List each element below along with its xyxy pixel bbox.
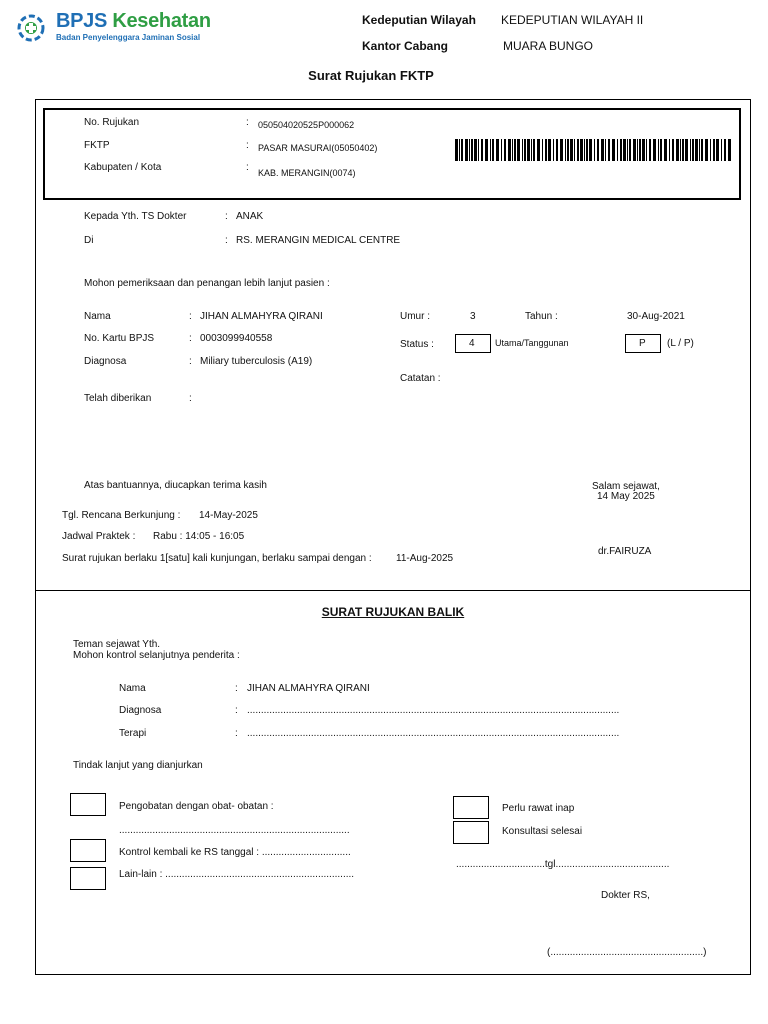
fktp-value: PASAR MASURAI(05050402) [258,143,378,153]
diagnosis-value: Miliary tuberculosis (A19) [200,356,313,367]
section-divider [35,590,751,591]
colon: : [189,333,192,344]
district-value: KAB. MERANGIN(0074) [258,168,356,178]
visit-label: Tgl. Rencana Berkunjung : [62,510,181,521]
card-no-value: 0003099940558 [200,333,273,344]
therapy-label: Terapi [119,728,147,739]
patient-name-value: JIHAN ALMAHYRA QIRANI [200,311,323,322]
validity-label: Surat rujukan berlaku 1[satu] kali kunjungan, berlaku sampai dengan : [62,553,372,564]
schedule-label: Jadwal Praktek : [62,531,136,542]
inpatient-checkbox[interactable] [453,796,489,819]
visit-value: 14-May-2025 [199,510,258,521]
consult-done-label: Konsultasi selesai [502,826,583,837]
referral-no-value: 050504020525P000062 [258,120,355,130]
year-label: Tahun : [525,311,558,322]
control-checkbox[interactable] [70,839,106,862]
back-request: Mohon kontrol selanjutnya penderita : [73,650,240,661]
status-value: 4 [469,338,475,349]
hospital-doctor-label: Dokter RS, [601,890,650,901]
status-desc: Utama/Tanggunan [495,338,569,348]
colon: : [246,140,249,151]
colon: : [225,235,228,246]
document-title: Surat Rujukan FKTP [308,68,434,83]
deputy-value: KEDEPUTIAN WILAYAH II [501,13,644,27]
other-checkbox[interactable] [70,867,106,890]
greeting: Salam sejawat, [592,481,660,492]
letter-date: 14 May 2025 [597,491,655,502]
birth-date: 30-Aug-2021 [627,311,685,322]
notes-label: Catatan : [400,373,441,384]
patient-name-label: Nama [84,311,111,322]
date-line: ................................tgl......................................... [456,859,670,870]
age-value: 3 [470,311,476,322]
medication-label: Pengobatan dengan obat- obatan : [119,801,274,812]
colon: : [189,356,192,367]
colon: : [235,728,238,739]
colon: : [189,393,192,404]
consult-done-checkbox[interactable] [453,821,489,844]
other-label: Lain-lain : .................................................................... [119,869,355,880]
brand-tagline: Badan Penyelenggara Jaminan Sosial [56,33,201,42]
validity-value: 11-Aug-2025 [396,553,454,564]
branch-value: MUARA BUNGO [503,39,594,53]
sex-desc: (L / P) [667,338,694,349]
doctor-label: Kepada Yth. TS Dokter [84,211,187,222]
bpjs-logo-icon [17,14,45,42]
doctor-name: dr.FAIRUZA [598,546,652,557]
branch-label: Kantor Cabang [362,39,449,53]
deputy-label: Kedeputian Wilayah [362,13,476,27]
back-greeting: Teman sejawat Yth. [73,639,161,650]
back-diagnosis-line: ...................................................................................................................................... [247,705,620,716]
therapy-line: ...................................................................................................................................... [247,728,620,739]
given-label: Telah diberikan [84,393,152,404]
followup-label: Tindak lanjut yang dianjurkan [73,760,203,771]
colon: : [235,683,238,694]
age-label: Umur : [400,311,430,322]
hospital-value: RS. MERANGIN MEDICAL CENTRE [236,235,401,246]
signature-line: (.......................................................) [547,947,707,958]
thanks-text: Atas bantuannya, diucapkan terima kasih [84,480,267,491]
status-label: Status : [400,339,434,350]
hospital-label: Di [84,235,94,246]
back-referral-title: SURAT RUJUKAN BALIK [321,605,465,619]
sex-value: P [639,338,646,349]
medication-line: ................................................................................... [119,825,350,836]
colon: : [189,311,192,322]
fktp-label: FKTP [84,140,110,151]
request-text: Mohon pemeriksaan dan penangan lebih lanjut pasien : [84,278,330,289]
back-diagnosis-label: Diagnosa [119,705,162,716]
brand-name: BPJS Kesehatan [56,10,211,32]
diagnosis-label: Diagnosa [84,356,127,367]
schedule-value: Rabu : 14:05 - 16:05 [153,531,245,542]
barcode [455,139,733,161]
back-name-value: JIHAN ALMAHYRA QIRANI [247,683,370,694]
district-label: Kabupaten / Kota [84,162,162,173]
referral-form-frame [35,99,751,975]
inpatient-label: Perlu rawat inap [502,803,575,814]
colon: : [225,211,228,222]
colon: : [235,705,238,716]
doctor-value: ANAK [236,211,264,222]
back-name-label: Nama [119,683,146,694]
colon: : [246,162,249,173]
card-no-label: No. Kartu BPJS [84,333,155,344]
control-label: Kontrol kembali ke RS tanggal : ................................ [119,847,351,858]
colon: : [246,117,249,128]
medication-checkbox[interactable] [70,793,106,816]
referral-no-label: No. Rujukan [84,117,140,128]
